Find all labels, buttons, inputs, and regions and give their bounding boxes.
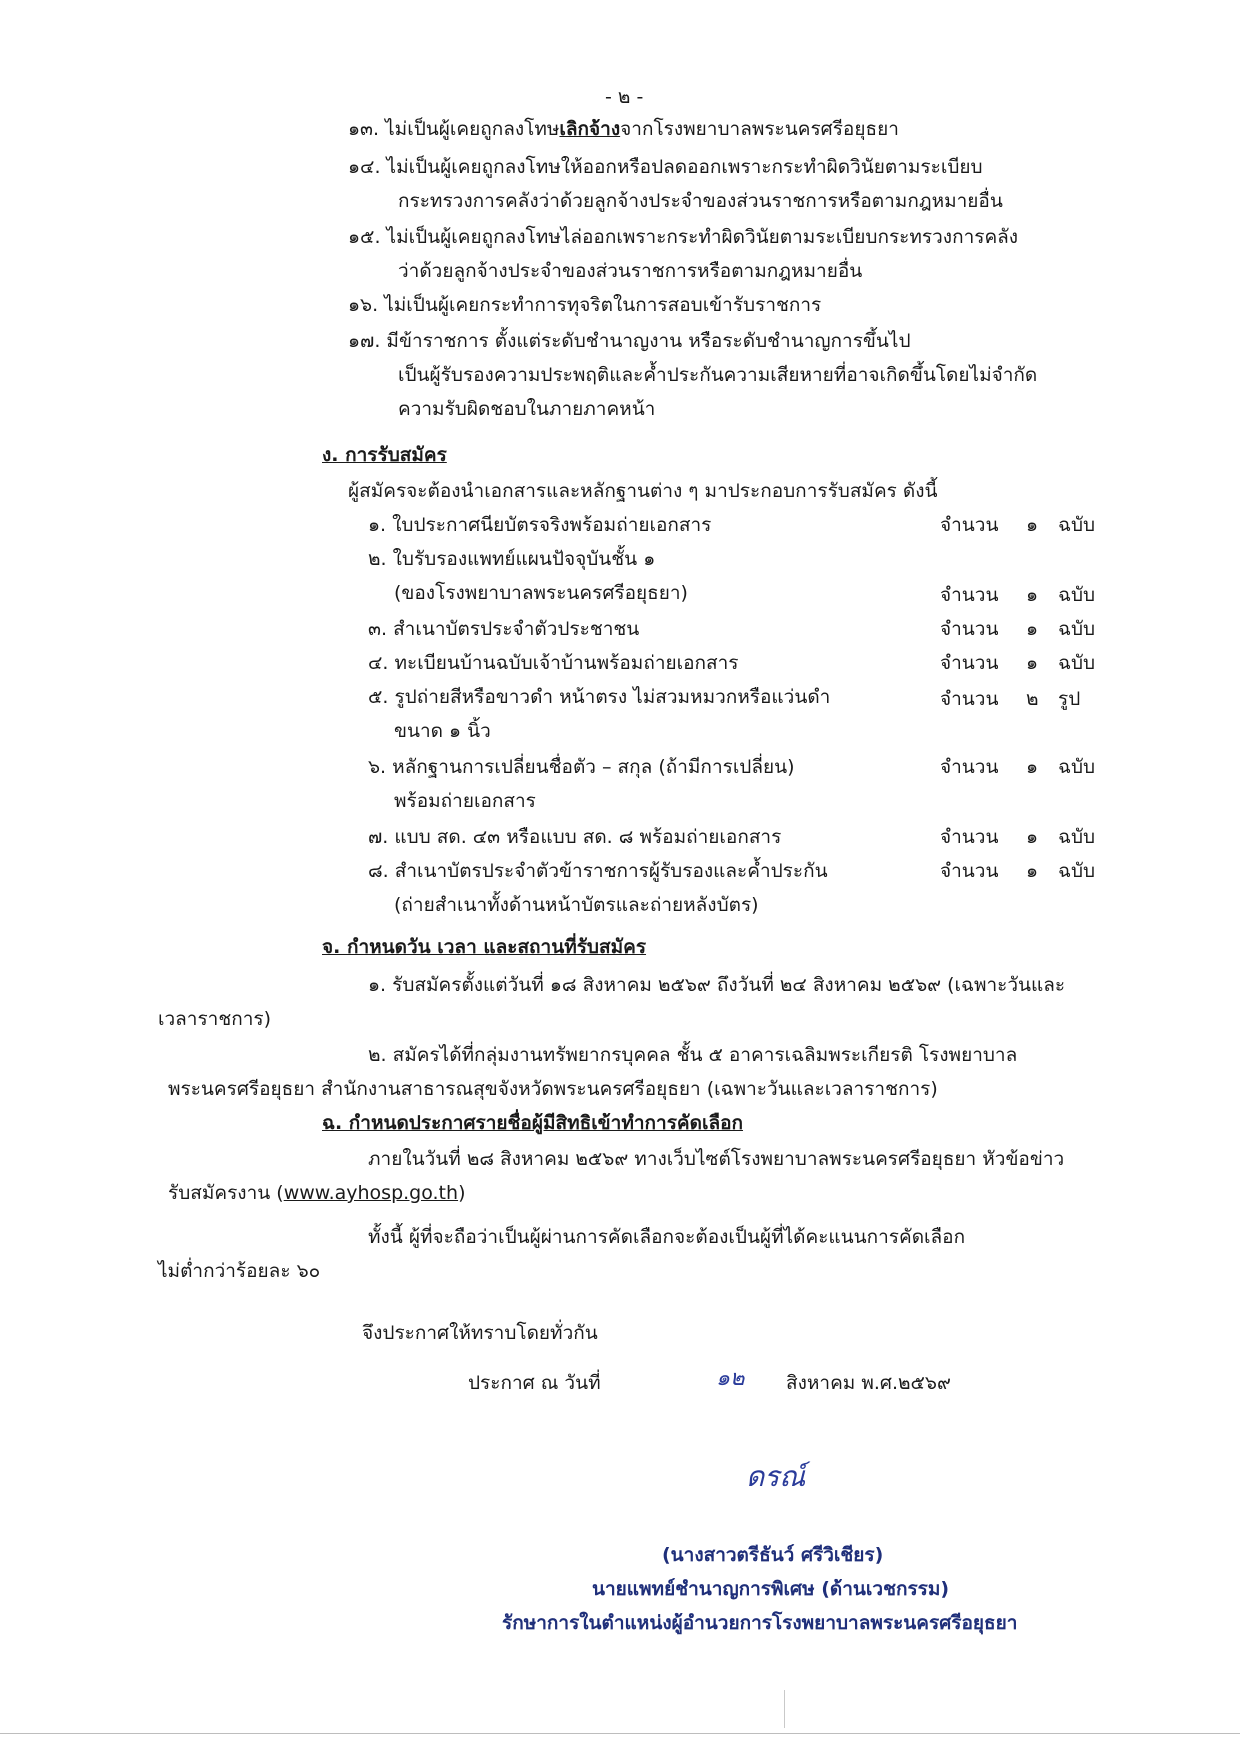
amount-label: จำนวน: [940, 618, 999, 640]
section-f-line2: [168, 1178, 465, 1208]
amount-unit: ฉบับ: [1058, 584, 1096, 606]
section-d-heading: ง. การรับสมัคร: [322, 444, 447, 466]
amount-unit: ฉบับ: [1058, 618, 1096, 640]
doc-item-2-line2: (ของโรงพยาบาลพระนครศรีอยุธยา): [394, 582, 688, 604]
doc-item-4: ๔. ทะเบียนบ้านฉบับเจ้าบ้านพร้อมถ่ายเอกสาร: [368, 652, 739, 674]
amount-label: จำนวน: [940, 688, 999, 710]
amount-label: จำนวน: [940, 826, 999, 848]
amount-unit: ฉบับ: [1058, 756, 1096, 778]
page-number: - ๒ -: [605, 86, 644, 108]
section-e-item2-line1: ๒. สมัครได้ที่กลุ่มงานทรัพยากรบุคคล ชั้น ๕ อาคารเฉลิมพระเกียรติ โรงพยาบาล: [368, 1044, 1018, 1066]
amount-qty: ๒: [1026, 688, 1039, 710]
announcement-closing: จึงประกาศให้ทราบโดยทั่วกัน: [362, 1322, 598, 1344]
signatory-acting-title: รักษาการในตำแหน่งผู้อำนวยการโรงพยาบาลพระนครศรีอยุธยา: [502, 1612, 1018, 1634]
website-link[interactable]: www.ayhosp.go.th: [283, 1182, 459, 1204]
qualification-17-line1: ๑๗. มีข้าราชการ ตั้งแต่ระดับชำนาญงาน หรือระดับชำนาญการขึ้นไป: [348, 330, 911, 352]
doc-item-2: ๒. ใบรับรองแพทย์แผนปัจจุบันชั้น ๑: [368, 548, 656, 570]
scan-mark: [784, 1690, 785, 1728]
qualification-13-emphasis: เลิกจ้าง: [559, 118, 621, 140]
section-e-item2-line2: พระนครศรีอยุธยา สำนักงานสาธารณสุขจังหวัดพระนครศรีอยุธยา (เฉพาะวันและเวลาราชการ): [168, 1078, 938, 1100]
doc-item-6-line2: พร้อมถ่ายเอกสาร: [394, 790, 536, 812]
section-f-heading: ฉ. กำหนดประกาศรายชื่อผู้มีสิทธิเข้าทำการคัดเลือก: [322, 1112, 744, 1134]
doc-item-8: ๘. สำเนาบัตรประจำตัวข้าราชการผู้รับรองและค้ำประกัน: [368, 860, 828, 882]
section-f-line2-end: ): [458, 1182, 466, 1204]
doc-item-3: ๓. สำเนาบัตรประจำตัวประชาชน: [368, 618, 640, 640]
signatory-name: (นางสาวตรีธันว์ ศรีวิเชียร): [662, 1544, 884, 1566]
amount-unit: ฉบับ: [1058, 860, 1096, 882]
section-d-intro: ผู้สมัครจะต้องนำเอกสารและหลักฐานต่าง ๆ มาประกอบการรับสมัคร ดังนี้: [348, 480, 938, 502]
doc-item-7: ๗. แบบ สด. ๔๓ หรือแบบ สด. ๘ พร้อมถ่ายเอกสาร: [368, 826, 782, 848]
amount-qty: ๑: [1026, 826, 1039, 848]
announcement-date-prefix: ประกาศ ณ วันที่: [468, 1372, 601, 1394]
amount-label: จำนวน: [940, 584, 999, 606]
amount-label: จำนวน: [940, 756, 999, 778]
amount-qty: ๑: [1026, 652, 1039, 674]
handwritten-signature: ดรณ์: [746, 1460, 806, 1493]
amount-qty: ๑: [1026, 860, 1039, 882]
amount-qty: ๑: [1026, 618, 1039, 640]
section-f-line4: ไม่ต่ำกว่าร้อยละ ๖๐: [158, 1260, 321, 1282]
amount-label: จำนวน: [940, 652, 999, 674]
announcement-date-suffix: สิงหาคม พ.ศ.๒๕๖๙: [786, 1372, 951, 1394]
amount-qty: ๑: [1026, 584, 1039, 606]
section-e-item1-line1: ๑. รับสมัครตั้งแต่วันที่ ๑๘ สิงหาคม ๒๕๖๙ ถึงวันที่ ๒๔ สิงหาคม ๒๕๖๙ (เฉพาะวันและ: [368, 974, 1066, 996]
doc-item-5-line2: ขนาด ๑ นิ้ว: [394, 720, 491, 742]
amount-unit: ฉบับ: [1058, 514, 1096, 536]
amount-qty: ๑: [1026, 756, 1039, 778]
qualification-13: [348, 114, 899, 144]
qualification-17-line2: เป็นผู้รับรองความประพฤติและค้ำประกันความเสียหายที่อาจเกิดขึ้นโดยไม่จำกัด: [398, 364, 1038, 386]
doc-item-1: ๑. ใบประกาศนียบัตรจริงพร้อมถ่ายเอกสาร: [368, 514, 712, 536]
section-f-line1: ภายในวันที่ ๒๘ สิงหาคม ๒๕๖๙ ทางเว็บไซต์โรงพยาบาลพระนครศรีอยุธยา หัวข้อข่าว: [368, 1148, 1065, 1170]
amount-label: จำนวน: [940, 860, 999, 882]
amount-label: จำนวน: [940, 514, 999, 536]
qualification-14-line2: กระทรวงการคลังว่าด้วยลูกจ้างประจำของส่วนราชการหรือตามกฎหมายอื่น: [398, 190, 1003, 212]
section-f-line3: ทั้งนี้ ผู้ที่จะถือว่าเป็นผู้ผ่านการคัดเลือกจะต้องเป็นผู้ที่ได้คะแนนการคัดเลือก: [368, 1226, 966, 1248]
section-e-item1-line2: เวลาราชการ): [158, 1008, 272, 1030]
amount-qty: ๑: [1026, 514, 1039, 536]
section-e-heading: จ. กำหนดวัน เวลา และสถานที่รับสมัคร: [322, 936, 647, 958]
qualification-13-text-end: จากโรงพยาบาลพระนครศรีอยุธยา: [620, 118, 899, 140]
qualification-14-line1: ๑๔. ไม่เป็นผู้เคยถูกลงโทษให้ออกหรือปลดออกเพราะกระทำผิดวินัยตามระเบียบ: [348, 156, 983, 178]
qualification-17-line3: ความรับผิดชอบในภายภาคหน้า: [398, 398, 656, 420]
doc-item-8-line2: (ถ่ายสำเนาทั้งด้านหน้าบัตรและถ่ายหลังบัตร): [394, 894, 759, 916]
announcement-date-day: ๑๒: [716, 1366, 745, 1391]
amount-unit: ฉบับ: [1058, 826, 1096, 848]
qualification-15-line1: ๑๕. ไม่เป็นผู้เคยถูกลงโทษไล่ออกเพราะกระทำผิดวินัยตามระเบียบกระทรวงการคลัง: [348, 226, 1019, 248]
page-bottom-edge: [0, 1733, 1240, 1734]
signatory-position: นายแพทย์ชำนาญการพิเศษ (ด้านเวชกรรม): [592, 1578, 950, 1600]
amount-unit: รูป: [1058, 688, 1081, 710]
doc-item-5: ๕. รูปถ่ายสีหรือขาวดำ หน้าตรง ไม่สวมหมวกหรือแว่นดำ: [368, 686, 831, 708]
section-f-line2-text: รับสมัครงาน (: [168, 1182, 284, 1204]
qualification-16: ๑๖. ไม่เป็นผู้เคยกระทำการทุจริตในการสอบเข้ารับราชการ: [348, 294, 822, 316]
qualification-15-line2: ว่าด้วยลูกจ้างประจำของส่วนราชการหรือตามกฎหมายอื่น: [398, 260, 863, 282]
amount-unit: ฉบับ: [1058, 652, 1096, 674]
qualification-13-text: ๑๓. ไม่เป็นผู้เคยถูกลงโทษ: [348, 118, 560, 140]
doc-item-6: ๖. หลักฐานการเปลี่ยนชื่อตัว – สกุล (ถ้ามีการเปลี่ยน): [368, 756, 795, 778]
